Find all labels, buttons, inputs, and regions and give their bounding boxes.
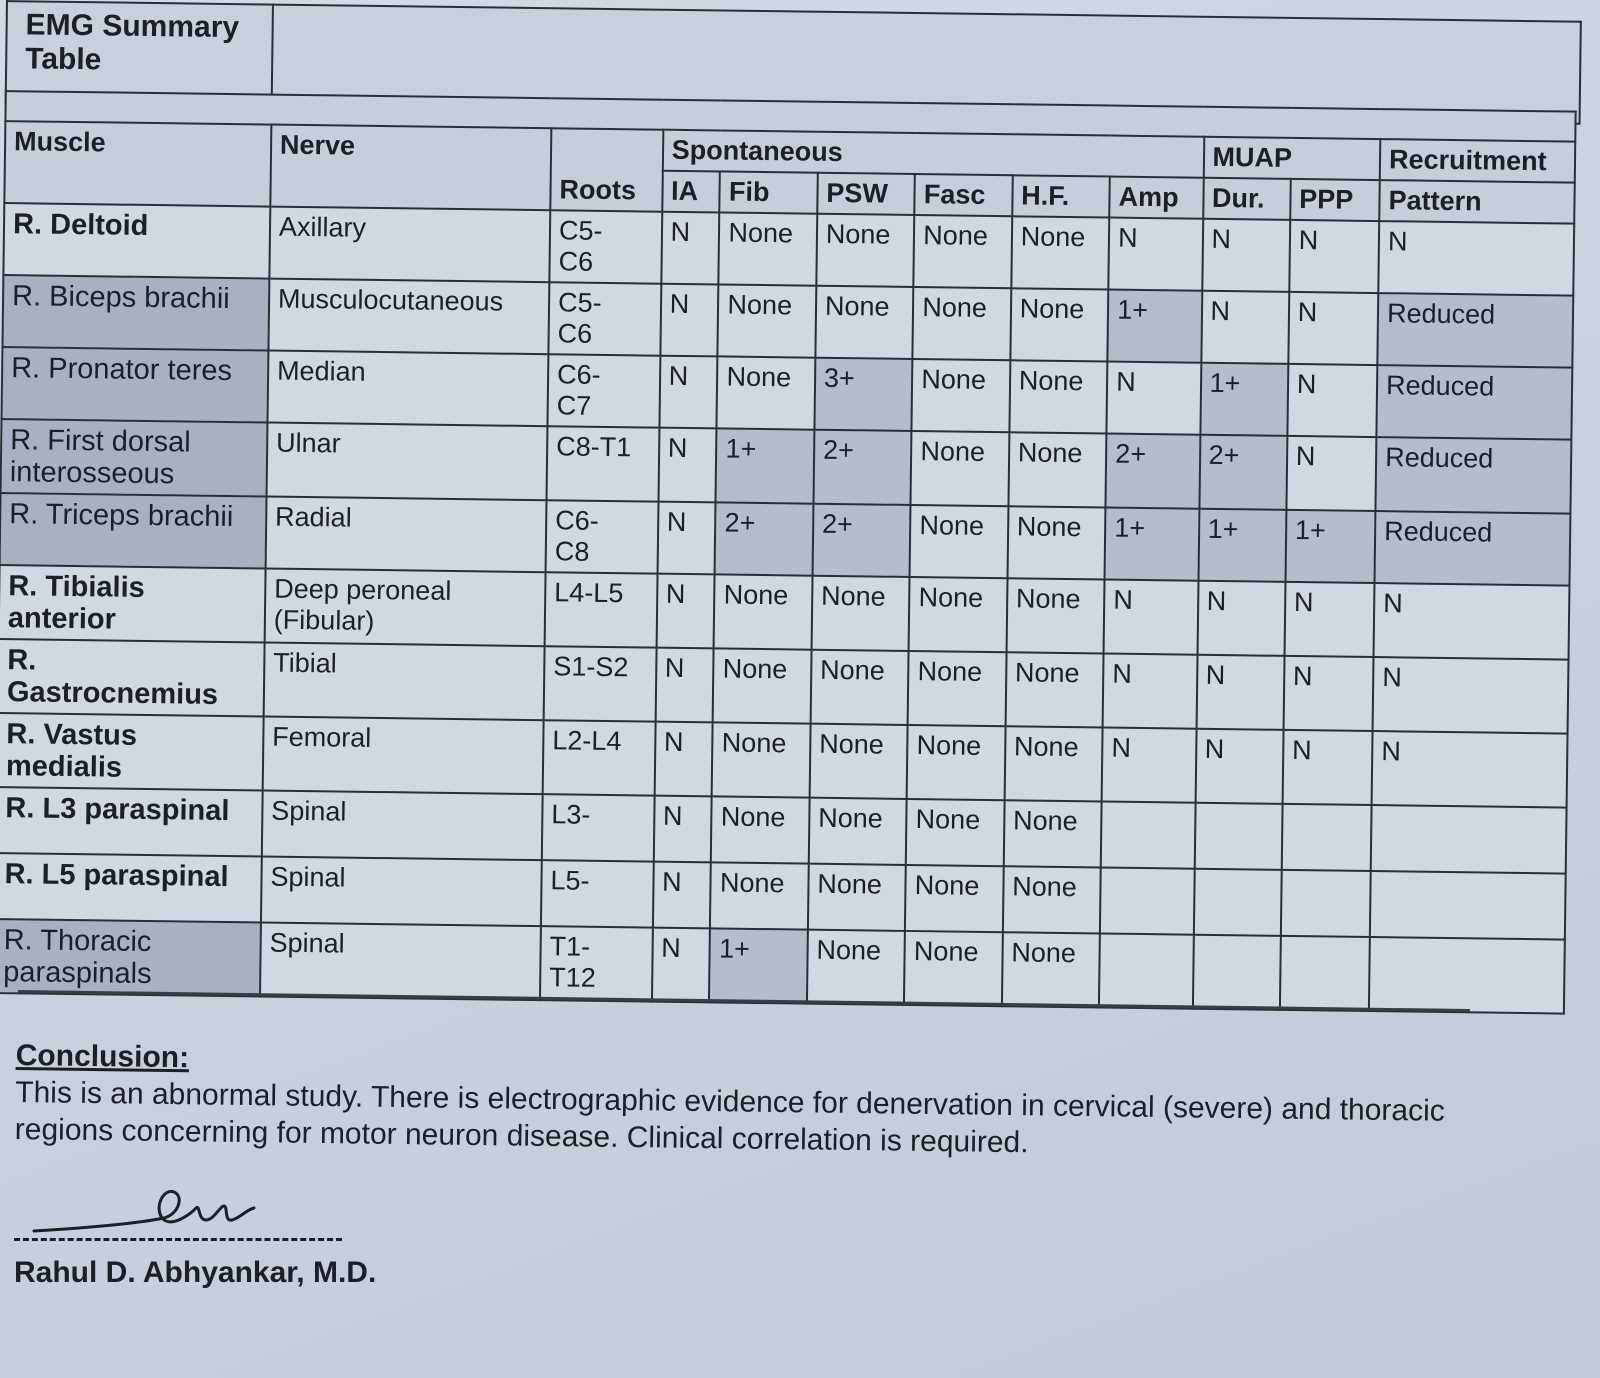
cell-roots: C5- C6 bbox=[548, 282, 661, 355]
cell-ia: N bbox=[658, 428, 717, 503]
cell-amp: N bbox=[1107, 362, 1201, 435]
cell-roots: C8-T1 bbox=[546, 426, 659, 501]
cell-roots: C6- C8 bbox=[546, 500, 659, 573]
cell-ia: N bbox=[659, 356, 718, 429]
cell-fasc: None bbox=[907, 725, 1005, 800]
cell-dur: 2+ bbox=[1199, 435, 1287, 510]
cell-hf: None bbox=[1003, 866, 1101, 933]
cell-amp: 1+ bbox=[1108, 290, 1202, 363]
cell-ia: N bbox=[654, 722, 713, 797]
header-roots: Roots bbox=[550, 128, 663, 211]
cell-psw: 2+ bbox=[813, 430, 911, 505]
cell-roots: L3- bbox=[542, 794, 654, 861]
cell-fib: None bbox=[717, 356, 815, 429]
cell-psw: None bbox=[816, 214, 914, 287]
cell-muscle: R. Deltoid bbox=[3, 203, 270, 278]
cell-recruitment: N bbox=[1374, 583, 1570, 660]
cell-hf: None bbox=[1006, 578, 1104, 653]
cell-amp: N bbox=[1108, 218, 1202, 291]
cell-nerve: Musculocutaneous bbox=[268, 279, 549, 355]
cell-psw: None bbox=[807, 930, 905, 1005]
cell-fasc: None bbox=[906, 799, 1004, 866]
cell-hf: None bbox=[1008, 432, 1106, 507]
cell-nerve: Spinal bbox=[261, 856, 542, 926]
cell-recruitment: N bbox=[1378, 221, 1574, 296]
cell-hf: None bbox=[1004, 726, 1102, 801]
cell-recruitment bbox=[1371, 805, 1567, 874]
signature-scribble bbox=[14, 1176, 344, 1246]
cell-dur: N bbox=[1196, 655, 1284, 730]
cell-dur bbox=[1193, 869, 1281, 936]
header-ia: IA bbox=[662, 171, 720, 213]
cell-psw: None bbox=[810, 650, 908, 725]
cell-fib: None bbox=[712, 722, 810, 797]
cell-muscle: R. Thoracic paraspinals bbox=[0, 919, 261, 996]
cell-fib: None bbox=[711, 796, 809, 863]
cell-dur: N bbox=[1197, 581, 1285, 656]
cell-hf: None bbox=[1005, 652, 1103, 727]
header-spontaneous: Spontaneous bbox=[662, 130, 1203, 178]
cell-ppp: N bbox=[1284, 582, 1374, 657]
header-fib: Fib bbox=[720, 171, 818, 213]
cell-nerve: Radial bbox=[265, 497, 546, 573]
cell-psw: None bbox=[815, 286, 913, 359]
cell-dur bbox=[1192, 935, 1280, 1010]
cell-dur: N bbox=[1202, 219, 1290, 292]
cell-amp bbox=[1101, 801, 1195, 868]
cell-psw: 2+ bbox=[812, 504, 910, 577]
cell-muscle: R. L5 paraspinal bbox=[0, 853, 262, 922]
cell-roots: S1-S2 bbox=[544, 646, 657, 721]
cell-fasc: None bbox=[912, 359, 1010, 432]
emg-table-body bbox=[0, 203, 1574, 1013]
cell-nerve: Spinal bbox=[260, 922, 541, 1000]
cell-nerve: Median bbox=[267, 351, 548, 427]
header-fasc: Fasc bbox=[915, 174, 1013, 216]
cell-ia: N bbox=[657, 502, 716, 575]
cell-recruitment: Reduced bbox=[1376, 365, 1572, 440]
header-pattern: Pattern bbox=[1379, 180, 1574, 224]
cell-ppp bbox=[1281, 870, 1371, 937]
cell-dur: N bbox=[1201, 291, 1289, 364]
header-nerve: Nerve bbox=[270, 125, 551, 211]
cell-fasc: None bbox=[908, 651, 1006, 726]
cell-roots: L2-L4 bbox=[543, 720, 656, 795]
cell-amp: 1+ bbox=[1105, 508, 1199, 581]
cell-nerve: Axillary bbox=[269, 207, 550, 283]
cell-recruitment: N bbox=[1373, 657, 1569, 734]
cell-nerve: Deep peroneal (Fibular) bbox=[265, 569, 546, 647]
cell-muscle: R. Pronator teres bbox=[2, 347, 269, 422]
conclusion-heading: Conclusion: bbox=[15, 1038, 190, 1075]
cell-roots: C5- C6 bbox=[549, 210, 662, 283]
cell-roots: L5- bbox=[541, 860, 653, 927]
table-title: EMG Summary Table bbox=[6, 1, 273, 106]
cell-ia: N bbox=[655, 648, 714, 723]
cell-ia: N bbox=[661, 212, 720, 285]
cell-ppp: N bbox=[1288, 292, 1378, 365]
cell-fib: 1+ bbox=[716, 428, 814, 503]
cell-ia: N bbox=[653, 796, 712, 863]
cell-recruitment: N bbox=[1372, 731, 1568, 808]
header-recruitment: Recruitment bbox=[1380, 139, 1575, 183]
cell-amp: N bbox=[1103, 654, 1197, 729]
cell-nerve: Spinal bbox=[262, 791, 543, 861]
cell-nerve: Ulnar bbox=[266, 423, 547, 501]
cell-psw: None bbox=[809, 798, 907, 865]
cell-roots: C6- C7 bbox=[547, 354, 660, 427]
cell-hf: None bbox=[1010, 288, 1108, 361]
cell-muscle: R. Vastus medialis bbox=[0, 713, 264, 790]
cell-recruitment bbox=[1369, 937, 1565, 1014]
cell-ia: N bbox=[653, 862, 712, 929]
cell-ppp bbox=[1280, 936, 1370, 1011]
cell-ia: N bbox=[652, 928, 711, 1003]
cell-nerve: Femoral bbox=[263, 717, 544, 795]
cell-recruitment bbox=[1370, 871, 1566, 940]
cell-amp bbox=[1099, 933, 1193, 1008]
cell-fib: 2+ bbox=[715, 502, 813, 575]
cell-fib: None bbox=[714, 574, 812, 649]
cell-muscle: R. Gastrocnemius bbox=[0, 639, 265, 716]
cell-ppp: 1+ bbox=[1285, 510, 1375, 583]
physician-name: Rahul D. Abhyankar, M.D. bbox=[14, 1256, 377, 1289]
cell-hf: None bbox=[1007, 506, 1105, 579]
header-hf: H.F. bbox=[1012, 175, 1110, 217]
cell-fasc: None bbox=[911, 431, 1009, 506]
cell-fasc: None bbox=[904, 931, 1002, 1006]
cell-dur bbox=[1194, 803, 1282, 870]
cell-psw: None bbox=[810, 724, 908, 799]
cell-amp: N bbox=[1102, 727, 1196, 802]
cell-ppp bbox=[1281, 804, 1371, 871]
header-muap: MUAP bbox=[1203, 137, 1380, 180]
cell-ppp: N bbox=[1283, 656, 1373, 731]
cell-dur: N bbox=[1195, 729, 1283, 804]
header-psw: PSW bbox=[817, 173, 915, 215]
cell-fasc: None bbox=[914, 215, 1012, 288]
cell-hf: None bbox=[1003, 800, 1101, 867]
cell-hf: None bbox=[1009, 360, 1107, 433]
cell-muscle: R. Biceps brachii bbox=[2, 275, 269, 350]
cell-dur: 1+ bbox=[1198, 509, 1286, 582]
cell-ppp: N bbox=[1286, 436, 1376, 511]
cell-muscle: R. First dorsal interosseous bbox=[1, 419, 268, 496]
cell-fasc: None bbox=[910, 505, 1008, 578]
cell-fib: None bbox=[713, 648, 811, 723]
conclusion-text: This is an abnormal study. There is electrographic evidence for denervation in cervical (severe) and thoracic regions concerning for motor neuron disease. Clinical correlation is required. bbox=[14, 1075, 1445, 1160]
cell-ia: N bbox=[656, 574, 715, 649]
emg-summary-table bbox=[0, 90, 1577, 1014]
cell-hf: None bbox=[1011, 216, 1109, 289]
cell-fib: None bbox=[718, 284, 816, 357]
conclusion-section bbox=[15, 1038, 1466, 1167]
cell-psw: 3+ bbox=[814, 358, 912, 431]
cell-recruitment: Reduced bbox=[1375, 511, 1571, 586]
cell-amp: 2+ bbox=[1106, 434, 1200, 509]
cell-ia: N bbox=[660, 284, 719, 357]
cell-nerve: Tibial bbox=[264, 643, 545, 721]
header-ppp: PPP bbox=[1290, 179, 1380, 221]
cell-muscle: R. Tibialis anterior bbox=[0, 565, 265, 642]
cell-ppp: N bbox=[1287, 364, 1377, 437]
cell-fasc: None bbox=[909, 577, 1007, 652]
cell-fib: None bbox=[710, 862, 808, 929]
cell-roots: T1- T12 bbox=[540, 926, 653, 1001]
cell-muscle: R. L3 paraspinal bbox=[0, 787, 263, 856]
cell-muscle: R. Triceps brachii bbox=[0, 493, 266, 568]
cell-recruitment: Reduced bbox=[1375, 437, 1571, 514]
cell-dur: 1+ bbox=[1200, 363, 1288, 436]
cell-ppp: N bbox=[1289, 220, 1379, 293]
header-amp: Amp bbox=[1109, 177, 1203, 219]
cell-fib: None bbox=[719, 212, 817, 285]
cell-amp: N bbox=[1104, 580, 1198, 655]
cell-ppp: N bbox=[1282, 730, 1372, 805]
cell-psw: None bbox=[811, 576, 909, 651]
cell-recruitment: Reduced bbox=[1377, 293, 1573, 368]
cell-fasc: None bbox=[913, 287, 1011, 360]
cell-fib: 1+ bbox=[709, 928, 807, 1003]
cell-amp bbox=[1100, 867, 1194, 934]
signature-line bbox=[14, 1238, 342, 1241]
cell-fasc: None bbox=[905, 865, 1003, 932]
header-muscle: Muscle bbox=[4, 121, 271, 206]
cell-psw: None bbox=[808, 864, 906, 931]
header-dur: Dur. bbox=[1203, 178, 1291, 220]
cell-hf: None bbox=[1002, 932, 1100, 1007]
cell-roots: L4-L5 bbox=[545, 572, 658, 647]
